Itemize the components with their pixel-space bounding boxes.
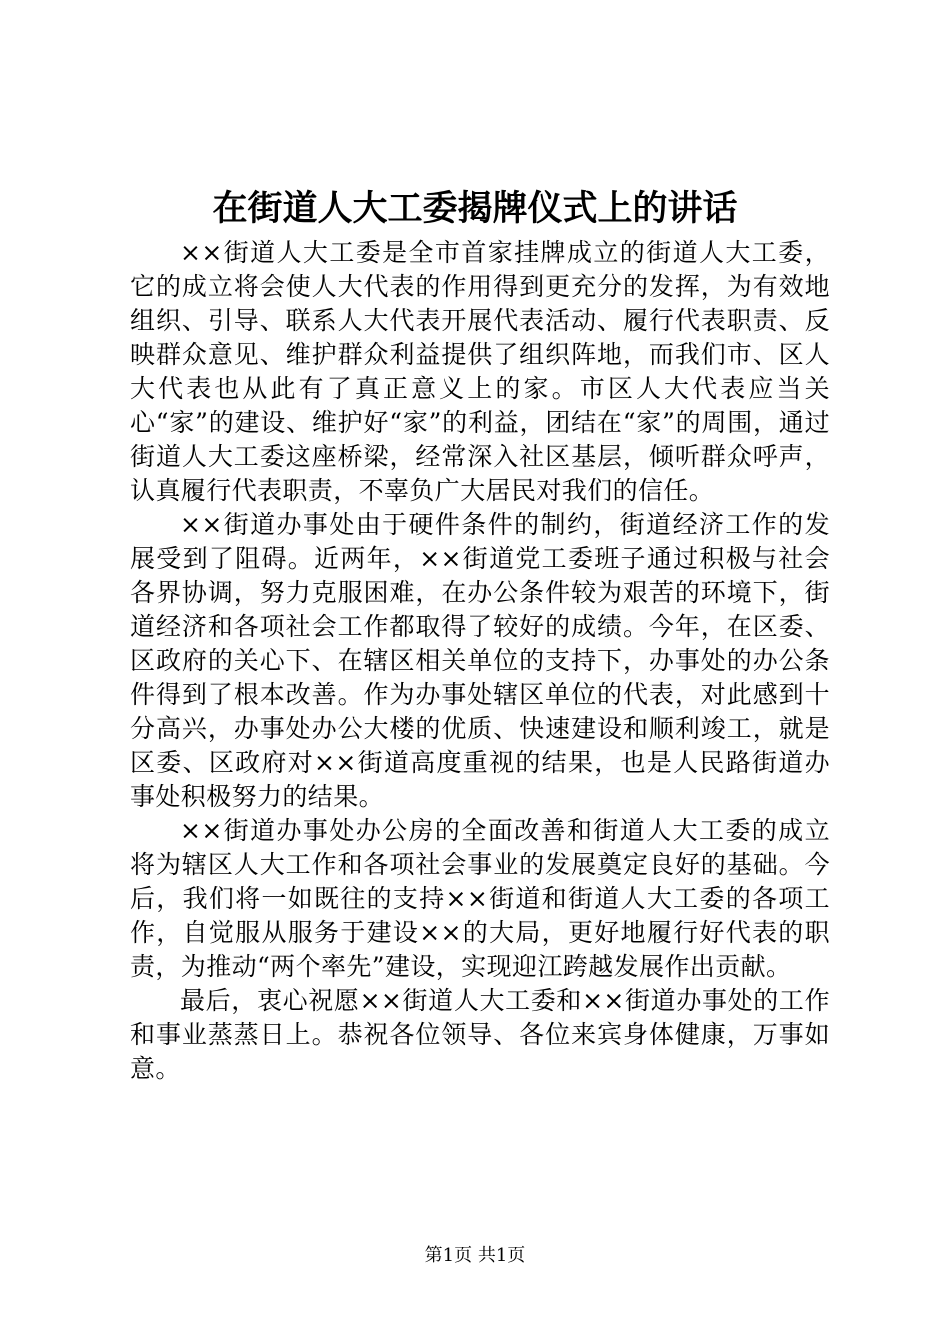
paragraph-1: ××街道人大工委是全市首家挂牌成立的街道人大工委，它的成立将会使人大代表的作用得到更充分的发挥，为有效地组织、引导、联系人大代表开展代表活动、履行代表职责、反映群众意见、维护群众利益提供了组织阵地，而我们市、区人大代表也从此有了真正意义上的家。市区人大代表应当关心“家”的建设、维护好“家”的利益，团结在“家”的周围，通过街道人大工委这座桥梁，经常深入社区基层，倾听群众呼声，认真履行代表职责，不辜负广大居民对我们的信任。: [130, 238, 830, 505]
page-number-footer: 第1页 共1页: [424, 1245, 526, 1266]
paragraph-2: ××街道办事处由于硬件条件的制约，街道经济工作的发展受到了阻碍。近两年，××街道党工委班子通过积极与社会各界协调，努力克服困难，在办公条件较为艰苦的环境下，街道经济和各项社会工作都取得了较好的成绩。今年，在区委、区政府的关心下、在辖区相关单位的支持下，办事处的办公条件得到了根本改善。作为办事处辖区单位的代表，对此感到十分高兴，办事处办公大楼的优质、快速建设和顺利竣工，就是区委、区政府对××街道高度重视的结果，也是人民路街道办事处积极努力的结果。: [130, 510, 830, 811]
paragraph-3: ××街道办事处办公房的全面改善和街道人大工委的成立将为辖区人大工作和各项社会事业的发展奠定良好的基础。今后，我们将一如既往的支持××街道和街道人大工委的各项工作，自觉服从服务于建设××的大局，更好地履行好代表的职责，为推动“两个率先”建设，实现迎江跨越发展作出贡献。: [130, 816, 830, 981]
document-title: 在街道人大工委揭牌仪式上的讲话: [212, 188, 738, 229]
paragraph-4: 最后，衷心祝愿××街道人大工委和××街道办事处的工作和事业蒸蒸日上。恭祝各位领导、各位来宾身体健康，万事如意。: [130, 986, 830, 1083]
document-body: [130, 236, 830, 1086]
